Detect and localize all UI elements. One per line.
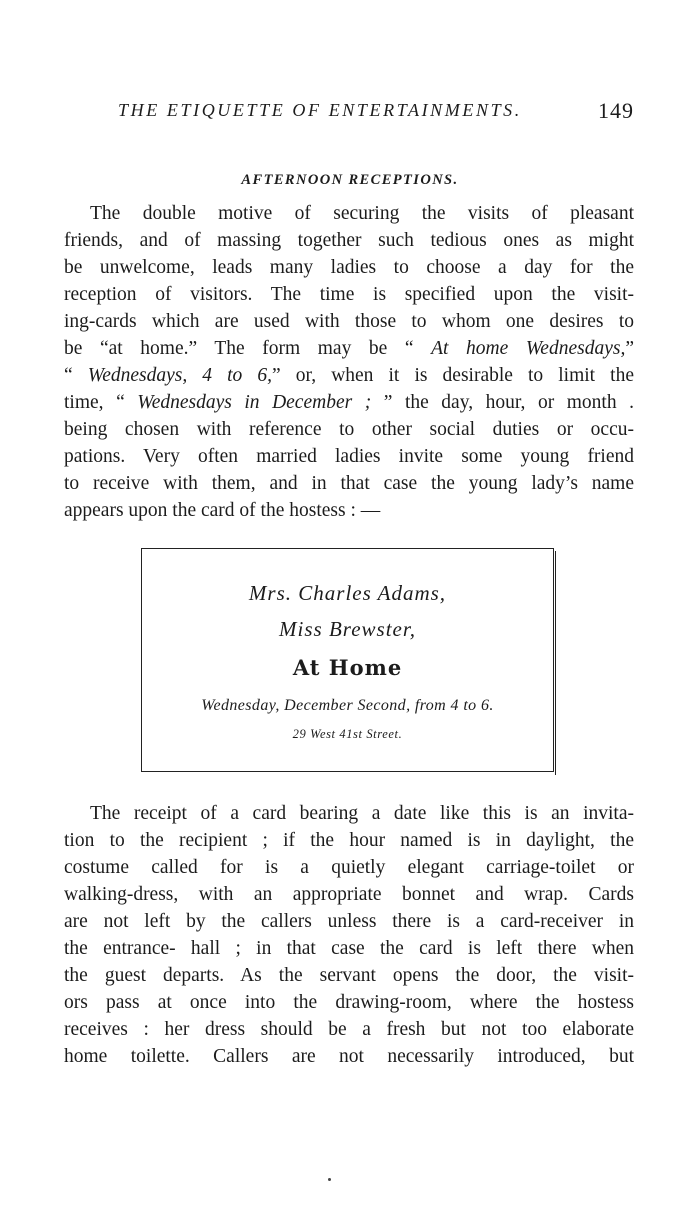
text-line xyxy=(64,362,634,389)
paragraph-afternoon-receptions xyxy=(64,200,634,524)
text-line: to receive with them, and in that case the young lady’s name xyxy=(64,473,634,494)
section-title: AFTERNOON RECEPTIONS. xyxy=(241,172,459,188)
text-line: costume called for is a quietly elegant carriage-toilet or xyxy=(64,857,634,878)
text-line: being chosen with reference to other social duties or occu- xyxy=(64,419,634,440)
text-run: be “at home.” The form may be “ xyxy=(64,338,432,359)
text-line: ing-cards which are used with those to whom one desires to xyxy=(64,311,634,332)
page-number: 149 xyxy=(598,98,634,123)
text-line: receives : her dress should be a fresh but not too elaborate xyxy=(64,1019,634,1040)
italic-run: Wednesdays in December ; xyxy=(137,392,372,413)
text-line: be unwelcome, leads many ladies to choose a day for the xyxy=(64,257,634,278)
text-line: the entrance- hall ; in that case the card is left there when xyxy=(64,938,634,959)
text-run: “ xyxy=(64,365,88,386)
text-line: The receipt of a card bearing a date like this is an invita- xyxy=(90,803,634,824)
text-line: tion to the recipient ; if the hour named is in daylight, the xyxy=(64,830,634,851)
text-line: are not left by the callers unless there is a card-receiver in xyxy=(64,911,634,932)
text-run: time, “ xyxy=(64,392,138,413)
paragraph-card-receipt xyxy=(64,800,634,1070)
card-at-home: At Home xyxy=(292,655,403,680)
running-head: THE ETIQUETTE OF ENTERTAINMENTS. xyxy=(118,100,522,120)
italic-run: At home Wednesdays, xyxy=(431,338,626,359)
text-line xyxy=(64,335,634,362)
text-run: ” xyxy=(625,338,634,359)
text-line: friends, and of massing together such tedious ones as might xyxy=(64,230,634,251)
text-line: home toilette. Callers are not necessarily introduced, but xyxy=(64,1046,634,1067)
card-host-name: Mrs. Charles Adams, xyxy=(248,581,447,605)
text-line: reception of visitors. The time is specified upon the visit- xyxy=(64,284,634,305)
text-line xyxy=(64,389,634,416)
card-date-time: Wednesday, December Second, from 4 to 6. xyxy=(201,697,494,714)
text-line: the guest departs. As the servant opens the door, the visit- xyxy=(64,965,634,986)
card-guest-name: Miss Brewster, xyxy=(279,617,416,641)
text-run: ” or, when it is desirable to limit the xyxy=(272,365,635,386)
card-address: 29 West 41st Street. xyxy=(292,727,403,741)
italic-run: Wednesdays, 4 to 6, xyxy=(87,365,273,386)
text-run: ” the day, hour, or month . xyxy=(371,392,634,413)
print-speck xyxy=(328,1178,331,1181)
text-line: appears upon the card of the hostess : — xyxy=(64,500,381,521)
text-line: walking-dress, with an appropriate bonnet and wrap. Cards xyxy=(64,884,634,905)
text-line: pations. Very often married ladies invite some young friend xyxy=(64,446,634,467)
text-line: The double motive of securing the visits of pleasant xyxy=(90,203,634,224)
visiting-card xyxy=(141,548,554,772)
text-line: ors pass at once into the drawing-room, where the hostess xyxy=(64,992,634,1013)
